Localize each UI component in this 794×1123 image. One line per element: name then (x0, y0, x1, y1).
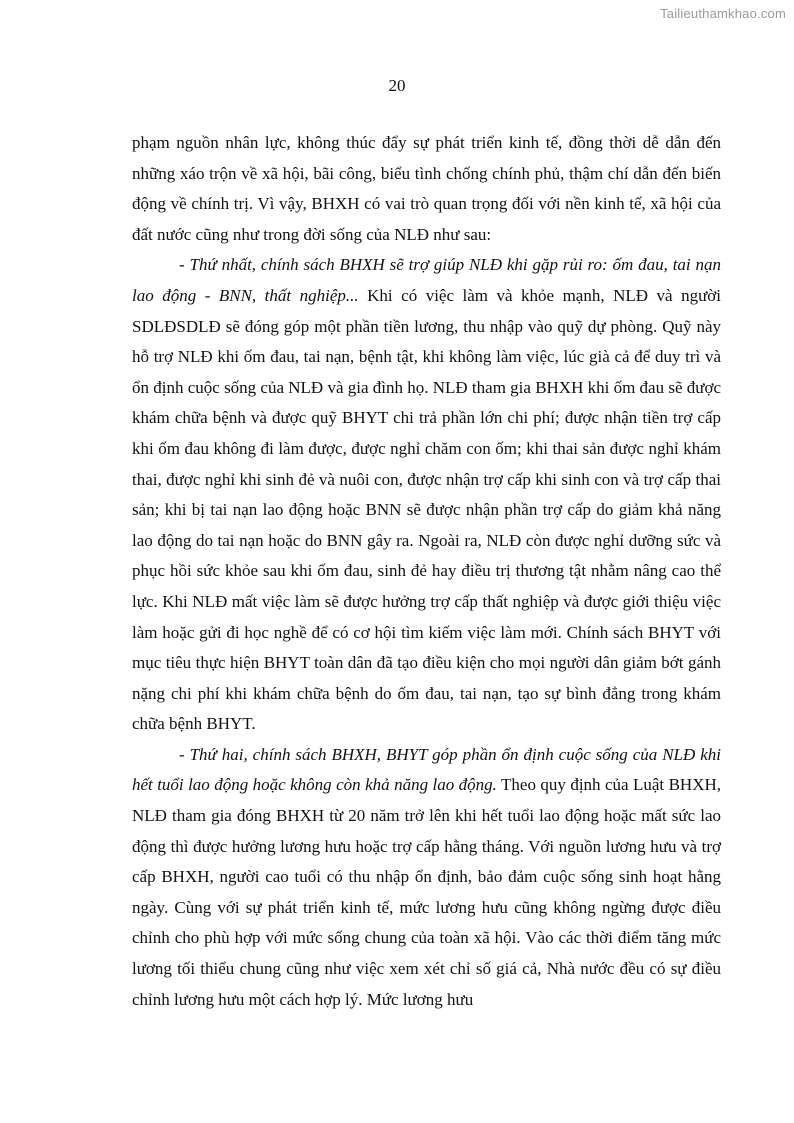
paragraph-3 (132, 740, 721, 1015)
page-number: 20 (388, 76, 406, 95)
paragraph-2-italic-lead: - Thứ nhất, chính sách BHXH sẽ trợ giúp NLĐ khi gặp rủi ro: ốm đau, tai nạn lao động - BNN, thất nghiệp... (132, 255, 721, 305)
paragraph-1 (132, 128, 721, 250)
paragraph-3-italic-lead: - Thứ hai, chính sách BHXH, BHYT góp phần ổn định cuộc sống của NLĐ khi hết tuổi lao động hoặc không còn khả năng lao động. (132, 744, 721, 795)
paragraph-1-text: phạm nguồn nhân lực, không thúc đẩy sự phát triển kinh tế, đồng thời dễ dẫn đến những xáo trộn về xã hội, bãi công, biểu tình chống chính phủ, thậm chí dẫn đến biến động về chính trị. Vì vậy, BHXH có vai trò quan trọng đối với nền kinh tế, xã hội của đất nước cũng như trong đời sống của NLĐ như sau: (132, 133, 721, 244)
watermark-text: Tailieuthamkhao.com (660, 6, 786, 21)
paragraph-2 (132, 250, 721, 740)
paragraph-3-text: Theo quy định của Luật BHXH, NLĐ tham gia đóng BHXH từ 20 năm trở lên khi hết tuổi lao động hoặc mất sức lao động thì được hưởng lương hưu hoặc trợ cấp hằng tháng. Với nguồn lương hưu và trợ cấp BHXH, người cao tuổi có thu nhập ổn định, bảo đảm cuộc sống sinh hoạt hằng ngày. Cùng với sự phát triển kinh tế, mức lương hưu cũng không ngừng được điều chỉnh cho phù hợp với mức sống chung của toàn xã hội. Vào các thời điểm tăng mức lương tối thiểu chung cũng như việc xem xét chỉ số giá cả, Nhà nước đều có sự điều chỉnh lương hưu một cách hợp lý. Mức lương hưu (132, 775, 721, 1009)
paragraph-2-text: Khi có việc làm và khỏe mạnh, NLĐ và người SDLĐSDLĐ sẽ đóng góp một phần tiền lương, thu nhập vào quỹ dự phòng. Quỹ này hỗ trợ NLĐ khi ốm đau, tai nạn, bệnh tật, khi không làm việc, lúc già cả để duy trì và ổn định cuộc sống của NLĐ và gia đình họ. NLĐ tham gia BHXH khi ốm đau sẽ được khám chữa bệnh và được quỹ BHYT chi trả phần lớn chi phí; được nhận tiền trợ cấp khi ốm đau không đi làm được, được nghỉ chăm con ốm; khi thai sản được nghỉ khám thai, được nghỉ khi sinh đẻ và nuôi con, được nhận trợ cấp khi sinh con và trợ cấp thai sản; khi bị tai nạn lao động hoặc BNN sẽ được nhận phần trợ cấp do giảm khả năng lao động do tai nạn hoặc do BNN gây ra. Ngoài ra, NLĐ còn được nghỉ dưỡng sức và phục hồi sức khỏe sau khi ốm đau, sinh đẻ hay điều trị thương tật nhằm nâng cao thể lực. Khi NLĐ mất việc làm sẽ được hưởng trợ cấp thất nghiệp và được giới thiệu việc làm hoặc gửi đi học nghề để có cơ hội tìm kiếm việc làm mới. Chính sách BHYT với mục tiêu thực hiện BHYT toàn dân đã tạo điều kiện cho mọi người dân giảm bớt gánh nặng chi phí khi khám chữa bệnh do ốm đau, tai nạn, tạo sự bình đẳng trong khám chữa bệnh BHYT. (132, 285, 722, 734)
document-body (132, 128, 721, 1015)
